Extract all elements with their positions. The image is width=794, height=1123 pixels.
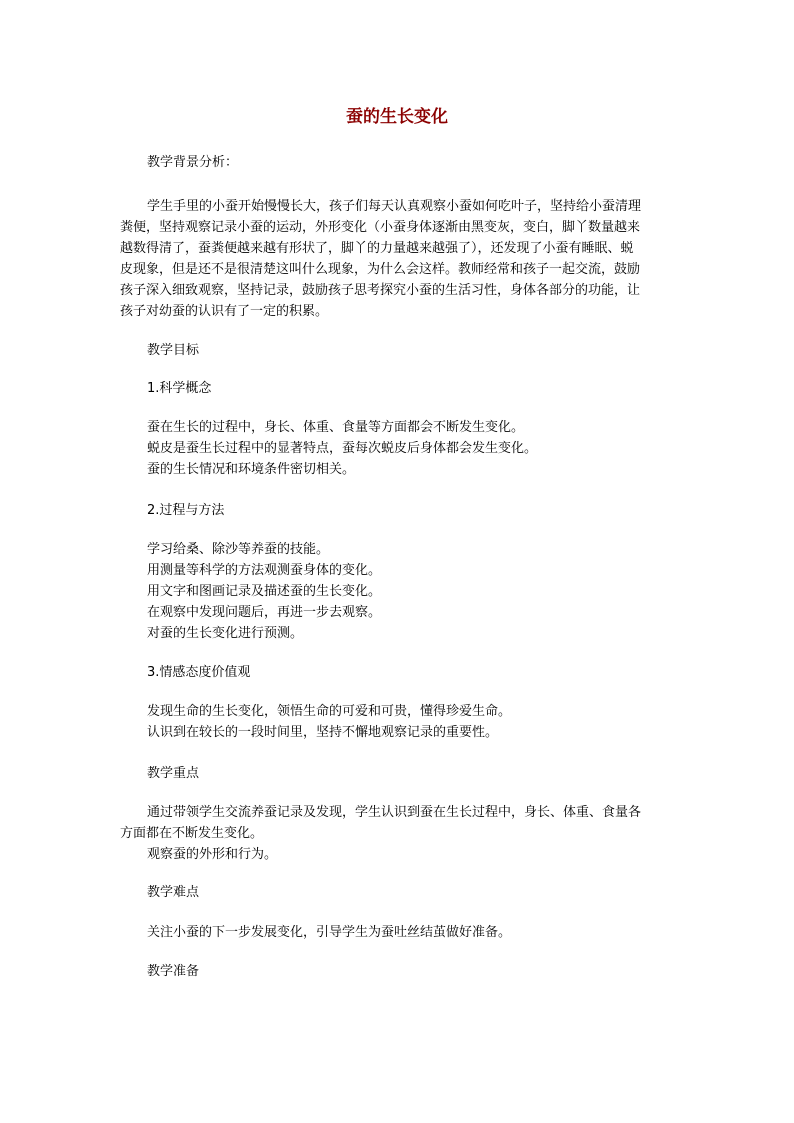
document-title: 蚕的生长变化 [346,107,448,127]
attitude-heading: 3.情感态度价值观 [147,665,251,680]
goals-heading: 教学目标 [147,343,200,358]
difficulties-heading: 教学难点 [147,885,200,900]
background-line: 孩子对幼蚕的认识有了一定的积累。 [120,304,329,319]
list-item: 用文字和图画记录及描述蚕的生长变化。 [147,584,382,599]
key-points-heading: 教学重点 [147,766,200,781]
preparation-section [120,961,676,982]
key-points-line: 方面都在不断发生变化。 [120,826,264,841]
list-item: 发现生命的生长变化，领悟生命的可爱和可贵，懂得珍爱生命。 [147,704,512,719]
concept-list [120,417,676,480]
list-item: 学习给桑、除沙等养蚕的技能。 [147,542,330,557]
background-heading: 教学背景分析： [147,155,239,170]
concept-subsection [120,378,676,399]
goals-section [120,340,676,361]
background-line: 粪便，坚持观察记录小蚕的运动，外形变化（小蚕身体逐渐由黑变灰，变白，脚丫数量越来 [120,220,641,235]
background-line: 越数得清了，蚕粪便越来越有形状了，脚丫的力量越来越强了），还发现了小蚕有睡眠、蜕 [120,241,634,256]
background-line: 皮现象，但是还不是很清楚这叫什么现象，为什么会这样。教师经常和孩子一起交流，鼓励 [120,262,641,277]
difficulties-paragraph [120,922,676,943]
list-item: 蚕的生长情况和环境条件密切相关。 [147,462,356,477]
key-points-paragraph [120,802,676,865]
background-line: 学生手里的小蚕开始慢慢长大，孩子们每天认真观察小蚕如何吃叶子，坚持给小蚕清理 [147,199,642,214]
list-item: 蚕在生长的过程中，身长、体重、食量等方面都会不断发生变化。 [147,420,525,435]
list-item: 用测量等科学的方法观测蚕身体的变化。 [147,563,382,578]
attitude-subsection [120,662,676,683]
list-item: 蜕皮是蚕生长过程中的显著特点，蚕每次蜕皮后身体都会发生变化。 [147,441,538,456]
key-points-section [120,763,676,784]
difficulties-section [120,882,676,903]
list-item: 认识到在较长的一段时间里，坚持不懈地观察记录的重要性。 [147,725,499,740]
list-item: 在观察中发现问题后，再进一步去观察。 [147,605,382,620]
process-list [120,539,676,644]
background-paragraph [120,196,676,322]
key-points-line: 通过带领学生交流养蚕记录及发现，学生认识到蚕在生长过程中，身长、体重、食量各 [147,805,642,820]
concept-heading: 1.科学概念 [147,381,212,396]
key-points-line: 观察蚕的外形和行为。 [147,847,278,862]
preparation-heading: 教学准备 [147,964,200,979]
process-heading: 2.过程与方法 [147,503,225,518]
list-item: 对蚕的生长变化进行预测。 [147,626,304,641]
background-line: 孩子深入细致观察，坚持记录，鼓励孩子思考探究小蚕的生活习性，身体各部分的功能，让 [120,283,641,298]
background-section [120,152,676,173]
attitude-list [120,701,676,743]
process-subsection [120,500,676,521]
difficulties-line: 关注小蚕的下一步发展变化，引导学生为蚕吐丝结茧做好准备。 [147,925,512,940]
